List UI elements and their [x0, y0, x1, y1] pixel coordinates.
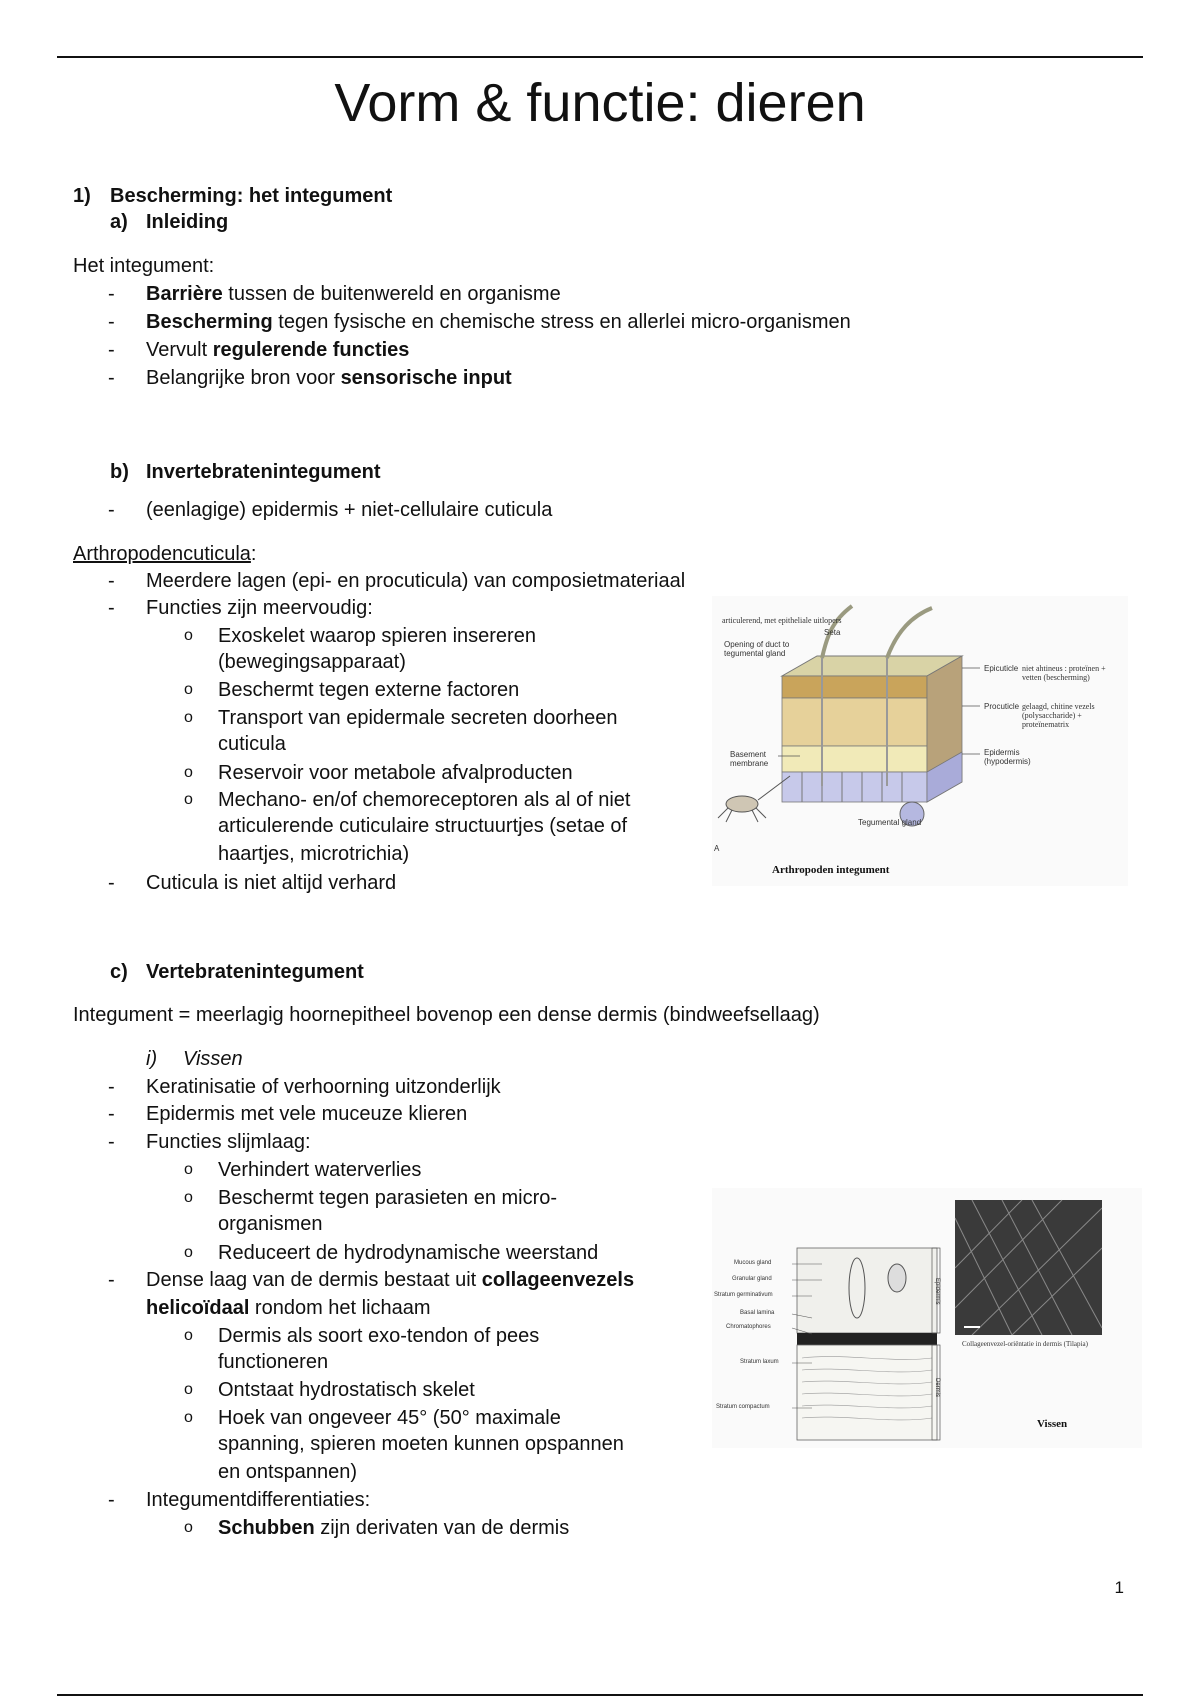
bullet-dash: - [108, 597, 115, 619]
fish-label-germinativum: Stratum germinativum [714, 1292, 773, 1298]
arthropod-sub-3: Transport van epidermale secreten doorheen [218, 707, 618, 729]
fish-label-compactum: Stratum compactum [716, 1404, 770, 1410]
micrograph-caption: Collageenvezel-oriëntatie in dermis (Tilapia) [962, 1340, 1088, 1348]
basement-label: Basement membrane [730, 750, 769, 768]
fish-label-mucous: Mucous gland [734, 1260, 772, 1266]
invertebrate-item: (eenlagige) epidermis + niet-cellulaire cuticula [146, 499, 553, 521]
bullet-dash: - [108, 1489, 115, 1511]
section-1a-number: a) [110, 211, 128, 233]
bullet-dash: - [108, 570, 115, 592]
setae-label: articulerend, met epitheliale uitlopers [722, 616, 842, 625]
tegumental-label: Tegumental gland [858, 818, 922, 827]
arthropod-sub-5b: articulerende cuticulaire structuurtjes (setae of [218, 815, 628, 837]
section-1a-heading: Inleiding [146, 211, 229, 233]
arthropod-item-3: Cuticula is niet altijd verhard [146, 872, 397, 894]
fish-skin-illustration [712, 1188, 1142, 1448]
dermis-sub-3c: en ontspannen) [218, 1461, 358, 1483]
top-rule [57, 56, 1143, 58]
epidermis-label: Epidermis (hypodermis) [984, 748, 1031, 766]
fish-sub-3: Reduceert de hydrodynamische weerstand [218, 1242, 599, 1264]
bullet-circle: o [184, 1189, 193, 1206]
fish-sub-2: Beschermt tegen parasieten en micro- [218, 1187, 558, 1209]
epicuticle-note: niet ahtineus : proteïnen + vetten (bescherming) [1022, 664, 1106, 682]
bullet-circle: o [184, 681, 193, 698]
fish-label-basal: Basal lamina [740, 1310, 775, 1316]
arthropod-label: Arthropodencuticula: [73, 543, 257, 565]
fish-label-chromatophores: Chromatophores [726, 1324, 771, 1330]
dermis-sub-2: Ontstaat hydrostatisch skelet [218, 1379, 475, 1401]
section-1c-number: c) [110, 961, 128, 983]
bullet-circle: o [184, 1519, 193, 1536]
arthropod-integument-figure [712, 596, 1128, 886]
arthropod-sub-1b: (bewegingsapparaat) [218, 651, 406, 673]
arthropod-item-1: Meerdere lagen (epi- en procuticula) van composietmateriaal [146, 570, 686, 592]
differentiation-label: Integumentdifferentiaties: [146, 1489, 371, 1511]
intro-item-1: Barrière tussen de buitenwereld en organisme [146, 283, 561, 305]
bottom-rule [57, 1694, 1143, 1696]
bullet-circle: o [184, 1327, 193, 1344]
intro-item-4: Belangrijke bron voor sensorische input [146, 367, 512, 389]
arthropod-item-2: Functies zijn meervoudig: [146, 597, 373, 619]
section-1c-heading: Vertebratenintegument [146, 961, 364, 983]
bullet-circle: o [184, 709, 193, 726]
bullet-dash: - [108, 339, 115, 361]
dermis-item-cont: helicoïdaal rondom het lichaam [146, 1297, 431, 1319]
arthropod-sub-1: Exoskelet waarop spieren insereren [218, 625, 536, 647]
procuticle-label: Procuticle [984, 702, 1020, 711]
fish-number: i) [146, 1048, 158, 1070]
dermis-sub-3: Hoek van ongeveer 45° (50° maximale [218, 1407, 561, 1429]
bullet-dash: - [108, 367, 115, 389]
procuticle-note: gelaagd, chitine vezels (polysaccharide) + proteïnematrix [1022, 702, 1095, 729]
seta-label: Seta [824, 628, 841, 637]
dermis-sub-3b: spanning, spieren moeten kunnen opspannen [218, 1433, 624, 1455]
figure-1-caption: Arthropoden integument [772, 864, 890, 876]
bullet-dash: - [108, 1131, 115, 1153]
fish-item-3: Functies slijmlaag: [146, 1131, 311, 1153]
arthropod-sub-5: Mechano- en/of chemoreceptoren als al of niet [218, 789, 631, 811]
bullet-dash: - [108, 311, 115, 333]
figure-2-caption: Vissen [1037, 1418, 1068, 1430]
bullet-circle: o [184, 1409, 193, 1426]
bullet-circle: o [184, 791, 193, 808]
arthropod-sub-3b: cuticula [218, 733, 286, 755]
intro-item-2: Bescherming tegen fysische en chemische stress en allerlei micro-organismen [146, 311, 851, 333]
page-number: 1 [1114, 1578, 1124, 1597]
duct-label: Opening of duct to tegumental gland [724, 640, 790, 658]
fish-heading: Vissen [183, 1048, 243, 1070]
fish-item-1: Keratinisatie of verhoorning uitzonderlijk [146, 1076, 501, 1098]
section-1b-number: b) [110, 461, 129, 483]
fish-label-laxum: Stratum laxum [740, 1359, 779, 1365]
bullet-circle: o [184, 1381, 193, 1398]
section-1-heading: Bescherming: het integument [110, 185, 393, 207]
intro-item-3: Vervult regulerende functies [146, 339, 410, 361]
differentiation-sub: Schubben zijn derivaten van de dermis [218, 1517, 570, 1539]
fish-label-granular: Granular gland [732, 1276, 772, 1282]
bullet-circle: o [184, 627, 193, 644]
dermis-item: Dense laag van de dermis bestaat uit collageenvezels [146, 1269, 635, 1291]
bullet-dash: - [108, 283, 115, 305]
section-1-number: 1) [73, 185, 91, 207]
dermis-sub-1b: functioneren [218, 1351, 329, 1373]
bullet-dash: - [108, 872, 115, 894]
page-title: Vorm & functie: dieren [334, 73, 866, 133]
fish-integument-figure [712, 1188, 1142, 1448]
arthropod-sub-4: Reservoir voor metabole afvalproducten [218, 762, 573, 784]
intro-label: Het integument: [73, 255, 215, 277]
fish-item-2: Epidermis met vele muceuze klieren [146, 1103, 468, 1125]
dermis-sub-1: Dermis als soort exo-tendon of pees [218, 1325, 540, 1347]
fish-side-dermis: Dermis [934, 1378, 940, 1397]
bullet-dash: - [108, 1269, 115, 1291]
bullet-circle: o [184, 1244, 193, 1261]
arthropod-sub-2: Beschermt tegen externe factoren [218, 679, 520, 701]
bullet-circle: o [184, 764, 193, 781]
bullet-circle: o [184, 1161, 193, 1178]
fish-side-epidermis: Epidermis [934, 1278, 940, 1305]
bullet-dash: - [108, 1103, 115, 1125]
fish-sub-2b: organismen [218, 1213, 323, 1235]
arthropod-sub-5c: haartjes, microtrichia) [218, 843, 410, 865]
bullet-dash: - [108, 499, 115, 521]
bullet-dash: - [108, 1076, 115, 1098]
fish-sub-1: Verhindert waterverlies [218, 1159, 422, 1181]
epicuticle-label: Epicuticle [984, 664, 1019, 673]
section-1b-heading: Invertebratenintegument [146, 461, 381, 483]
figure-letter: A [714, 844, 720, 853]
vertebrate-definition: Integument = meerlagig hoornepitheel bovenop een dense dermis (bindweefsellaag) [73, 1004, 820, 1026]
